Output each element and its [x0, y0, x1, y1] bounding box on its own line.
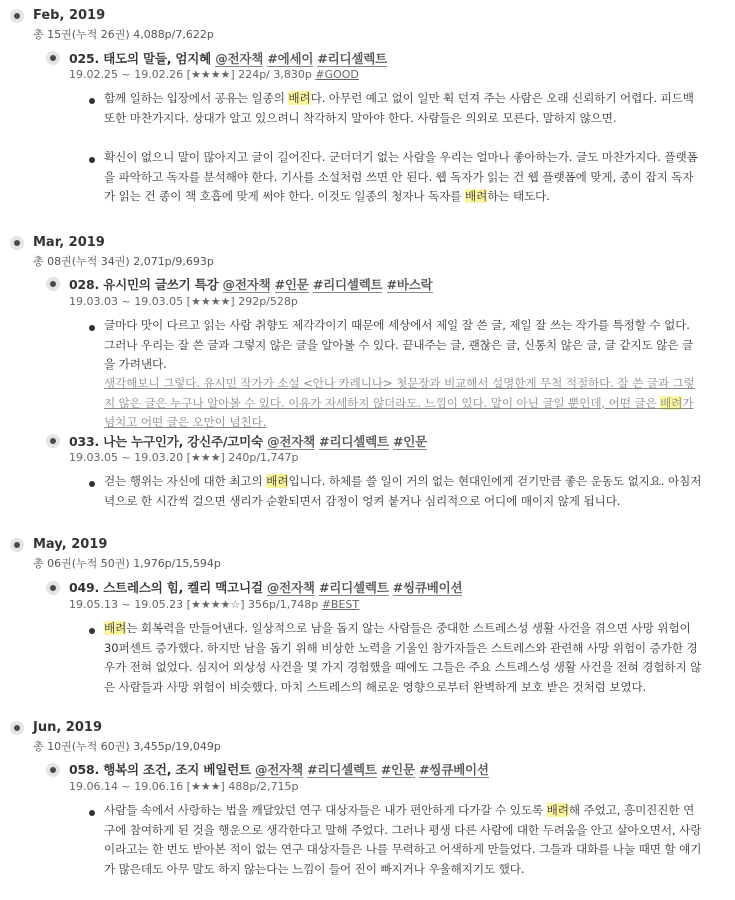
book-meta [69, 295, 298, 308]
meta-tag-link[interactable]: #BEST [321, 598, 360, 611]
meta-tag-link[interactable]: #GOOD [315, 68, 359, 81]
note-bullet-icon [89, 157, 95, 163]
book-meta [69, 598, 359, 611]
note-text: 함께 일하는 입장에서 공유는 일종의 배려다. 아무런 예고 없이 일만 휙 던져 주는 사람은 오래 신뢰하기 어렵다. 피드백 또한 마찬가지다. 상대가 알고 있으려니 착각하지 말아야 한다. 사람들은 의외로 모른다. 말하지 않으면. [104, 91, 694, 125]
note-bullet-icon [89, 628, 95, 634]
tag-link[interactable]: @전자책 [266, 580, 315, 595]
book-number: 028. [69, 277, 100, 292]
book-title: 태도의 말들, 엄지혜 [103, 51, 212, 66]
tag-link[interactable]: #씽큐베이션 [419, 762, 489, 777]
book-meta-text: 19.03.05 ~ 19.03.20 [★★★] 240p/1,747p [69, 451, 299, 464]
tag-link[interactable]: #리디셀렉트 [312, 277, 383, 292]
comment-text: 생각해보니 그렇다. 유시민 작가가 소설 <안나 카레니나> 첫문장과 비교해서 설명한게 무척 적절하다. 잘 쓴 글과 그렇지 않은 글은 누구나 알아볼 수 있다. 이유가 자세하지 않더라도. 느낌이 있다. 말이 아닌 글일 뿐인데, 어떤 글은 배려가 넘치고 어떤 글은 오만이 넘친다. [104, 376, 695, 429]
book-title: 행복의 조건, 조지 베일런트 [103, 762, 251, 777]
highlight: 배려 [465, 189, 488, 203]
tag-link[interactable]: @전자책 [215, 51, 264, 66]
month-summary: 총 10권(누적 60권) 3,455p/19,049p [33, 740, 221, 753]
book-meta-text: 19.02.25 ~ 19.02.26 [★★★★] 224p/ 3,830p [69, 68, 312, 81]
book-title: 스트레스의 힘, 켈리 맥고니걸 [103, 580, 263, 595]
highlight: 배려 [288, 91, 311, 105]
book-title-line [69, 432, 427, 450]
book-title-line [69, 49, 387, 67]
tag-link[interactable]: #인문 [380, 762, 415, 777]
tag-link[interactable]: @전자책 [267, 434, 316, 449]
book-bullet-icon[interactable] [46, 763, 60, 777]
book-title-line [69, 578, 462, 596]
note-text: 글마다 맛이 다르고 읽는 사람 취향도 제각각이기 때문에 세상에서 제일 잘 쓴 글, 제일 잘 쓰는 작가를 특정할 수 없다. 그러나 우리는 잘 쓴 글과 그렇지 않은 글을 알아볼 수 있다. 끝내주는 글, 괜찮은 글, 신통치 않은 글, 글 같지도 않은 글을 가려낸다. [104, 318, 694, 371]
tag-link[interactable]: #바스락 [386, 277, 433, 292]
month-summary: 총 08권(누적 34권) 2,071p/9,693p [33, 255, 214, 268]
book-meta [69, 780, 299, 793]
highlight: 배려 [266, 474, 289, 488]
note-text: 확신이 없으니 말이 많아지고 글이 길어진다. 군더더기 없는 사람을 우리는 얼마나 좋아하는가. 글도 마찬가지다. 플랫폼을 파악하고 독자를 분석해야 한다. 기사를 소설처럼 쓰면 안 된다. 웹 독자가 읽는 건 웹 플랫폼에 맞게, 종이 잡지 독자가 읽는 건 종이 책 호흡에 맞게 써야 한다. 이것도 일종의 청자나 독자를 배려하는 태도다. [104, 150, 698, 203]
highlight: 배려 [660, 395, 683, 410]
month-bullet-icon[interactable] [10, 236, 24, 250]
tag-link[interactable]: @전자책 [222, 277, 271, 292]
book-meta [69, 68, 359, 81]
book-bullet-icon[interactable] [46, 277, 60, 291]
note-text: 사람들 속에서 사랑하는 법을 깨달았던 연구 대상자들은 내가 편안하게 다가갈 수 있도록 배려해 주었고, 흥미진진한 연구에 참여하게 된 것을 행운으로 생각한다고 말해 주었다. 그러나 평생 다른 사람에 대한 두려움을 안고 살아오면서, 사랑이라고는 한 번도 받아본 적이 없는 연구 대상자들은 나를 무력하고 어색하게 만들었다. 그들과 대화를 나눌 때면 할 얘기가 많은데도 아무 말도 하지 않는다는 느낌이 들어 진이 빠지거나 우울해지기도 했다. [104, 803, 702, 876]
note-bullet-icon [89, 810, 95, 816]
note-text: 걷는 행위는 자신에 대한 최고의 배려입니다. 하체를 쓸 일이 거의 없는 현대인에게 걷기만큼 좋은 운동도 없지요. 아침저녁으로 한 시간씩 걸으면 생리가 순환되면서 감정이 엉켜 붙거나 심리적으로 어디에 매이지 않게 됩니다. [104, 474, 702, 508]
note-bullet-icon [89, 98, 95, 104]
month-bullet-icon[interactable] [10, 538, 24, 552]
book-number: 058. [69, 762, 100, 777]
book-meta-text: 19.06.14 ~ 19.06.16 [★★★] 488p/2,715p [69, 780, 299, 793]
month-summary: 총 15권(누적 26권) 4,088p/7,622p [33, 28, 214, 41]
book-number: 049. [69, 580, 100, 595]
month-title: Feb, 2019 [33, 8, 106, 23]
book-title: 유시민의 글쓰기 특강 [103, 277, 219, 292]
tag-link[interactable]: #인문 [392, 434, 428, 449]
tag-link[interactable]: #리디셀렉트 [318, 580, 389, 595]
note-bullet-icon [89, 481, 95, 487]
book-number: 025. [69, 51, 100, 66]
tag-link[interactable]: #씽큐베이션 [392, 580, 463, 595]
month-title: May, 2019 [33, 537, 108, 552]
tag-link[interactable]: #인문 [274, 277, 309, 292]
month-title: Jun, 2019 [33, 720, 102, 735]
book-bullet-icon[interactable] [46, 581, 60, 595]
book-number: 033. [69, 434, 100, 449]
tag-link[interactable]: @전자책 [255, 762, 303, 777]
tag-link[interactable]: #리디셀렉트 [307, 762, 377, 777]
book-meta-text: 19.03.03 ~ 19.03.05 [★★★★] 292p/528p [69, 295, 298, 308]
book-bullet-icon[interactable] [46, 51, 60, 65]
book-meta-text: 19.05.13 ~ 19.05.23 [★★★★☆] 356p/1,748p [69, 598, 319, 611]
note-bullet-icon [89, 325, 95, 331]
tag-link[interactable]: #에세이 [267, 51, 314, 66]
tag-link[interactable]: #리디셀렉트 [317, 51, 388, 66]
book-meta [69, 451, 299, 464]
book-title-line [69, 275, 433, 293]
book-bullet-icon[interactable] [46, 434, 60, 448]
note-text: 배려는 회복력을 만들어낸다. 일상적으로 남을 돕지 않는 사람들은 중대한 스트레스성 생활 사건을 겪으면 사망 위험이 30퍼센트 증가했다. 하지만 남을 돕기 위해 비상한 노력을 기울인 참가자들은 스트레스와 관련해 사망 위험이 증가한 경우가 전혀 없었다. 심지어 외상성 사건을 몇 가지 경험했을 때에도 그들은 주요 스트레스성 생활 사건을 전혀 경험하지 않은 사람들과 사망 위험이 비슷했다. 마치 스트레스의 해로운 영향으로부터 완벽하게 보호 받은 것처럼 보였다. [104, 621, 702, 694]
highlight: 배려 [546, 803, 569, 817]
tag-link[interactable]: #리디셀렉트 [319, 434, 389, 449]
month-bullet-icon[interactable] [10, 9, 24, 23]
month-summary: 총 06권(누적 50권) 1,976p/15,594p [33, 557, 221, 570]
highlight: 배려 [104, 621, 127, 635]
book-title-line [69, 760, 489, 778]
month-title: Mar, 2019 [33, 235, 105, 250]
month-bullet-icon[interactable] [10, 721, 24, 735]
book-title: 나는 누구인가, 강신주/고미숙 [103, 434, 263, 449]
